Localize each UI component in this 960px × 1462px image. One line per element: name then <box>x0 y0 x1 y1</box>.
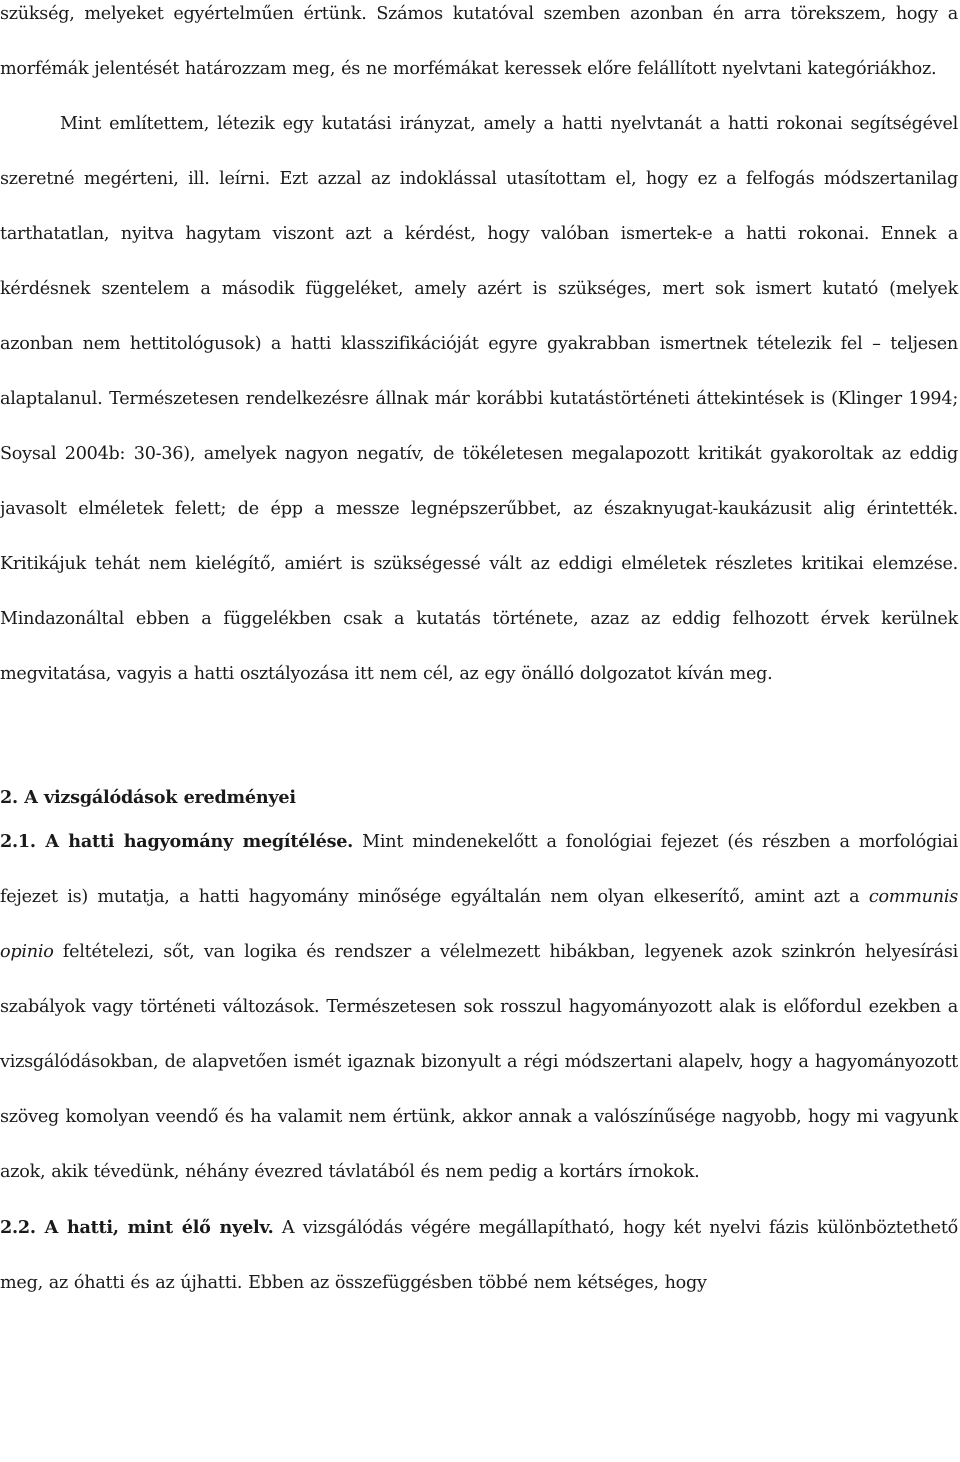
paragraph-related-languages: Mint említettem, létezik egy kutatási irányzat, amely a hatti nyelvtanát a hatti rokonai segítségével szeretné megérteni, ill. leírni. Ezt azzal az indoklással utasítottam el, hogy ez a felfogás módszertanilag tarthatatlan, nyitva hagytam viszont azt a kérdést, hogy valóban ismertek-e a hatti rokonai. Ennek a kérdésnek szentelem a második függeléket, amely azért is szükséges, mert sok ismert kutató (melyek azonban nem hettitológusok) a hatti klasszifikációját egyre gyakrabban ismertnek tételezik fel – teljesen alaptalanul. Természetesen rendelkezésre állnak már korábbi kutatástörténeti áttekintések is (Klinger 1994; Soysal 2004b: 30-36), amelyek nagyon negatív, de tökéletesen megalapozott kritikát gyakoroltak az eddig javasolt elméletek felett; de épp a messze legnépszerűbbet, az északnyugat-kaukázusit alig érintették. Kritikájuk tehát nem kielégítő, amiért is szükségessé vált az eddigi elméletek részletes kritikai elemzése. Mindazonáltal ebben a függelékben csak a kutatás története, azaz az eddig felhozott érvek kerülnek megvitatása, vagyis a hatti osztályozása itt nem cél, az egy önálló dolgozatot kíván meg. <box>0 114 958 684</box>
section-2-2-title: 2.2. A hatti, mint élő nyelv. <box>0 1216 274 1238</box>
section-2-1-text-a: Mint mindenekelőtt a fonológiai fejezet (és részben a morfológiai fejezet is) mutatja, a hatti hagyomány minősége egyáltalán nem olyan elkeserítő, amint azt a <box>0 831 958 907</box>
section-heading-results: 2. A vizsgálódások eredményei <box>0 787 296 808</box>
section-2-1-italic: communis opinio <box>0 886 958 962</box>
paragraph-section-2-2 <box>0 1200 958 1311</box>
section-2-1-title: 2.1. A hatti hagyomány megítélése. <box>0 830 354 852</box>
paragraph-intro: szükség, melyeket egyértelműen értünk. Számos kutatóval szemben azonban én arra törekszem, hogy a morfémák jelentését határozzam meg, és ne morfémákat keressek előre felállított nyelvtani kategóriákhoz. <box>0 4 958 79</box>
paragraph-section-2-1 <box>0 814 958 1200</box>
section-2-2-text: A vizsgálódás végére megállapítható, hogy két nyelvi fázis különböztethető meg, az óhatti és az újhatti. Ebben az összefüggésben többé nem kétséges, hogy <box>0 1217 958 1293</box>
section-2-1-text-b: feltételezi, sőt, van logika és rendszer a vélelmezett hibákban, legyenek azok szinkrón helyesírási szabályok vagy történeti változások. Természetesen sok rosszul hagyományozott alak is előfordul ezekben a vizsgálódásokban, de alapvetően ismét igaznak bizonyult a régi módszertani alapelv, hogy a hagyományozott szöveg komolyan veendő és ha valamit nem értünk, akkor annak a valószínűsége nagyobb, hogy mi vagyunk azok, akik tévedünk, néhány évezred távlatából és nem pedig a kortárs írnokok. <box>0 941 958 1182</box>
